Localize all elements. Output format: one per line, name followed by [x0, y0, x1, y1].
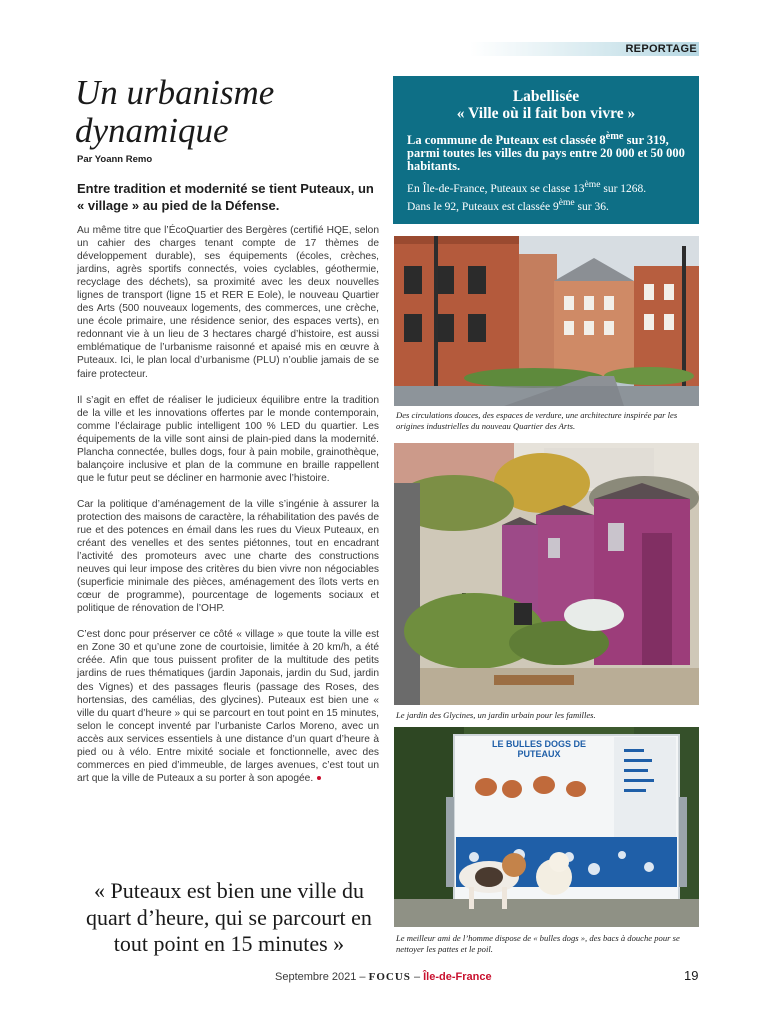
rubric-label: REPORTAGE: [625, 43, 697, 55]
caption-bulles-dogs: Le meilleur ami de l’homme dispose de « bulles dogs », des bacs à douche pour se nettoyer les pattes et le poil.: [396, 933, 680, 954]
ranking-info-box: [393, 76, 699, 224]
article-title: [75, 74, 375, 150]
lede: Entre tradition et modernité se tient Puteaux, un « village » au pied de la Défense.: [77, 181, 374, 213]
pull-quote: « Puteaux est bien une ville du quart d’heure, qui se parcourt en tout point en 15 minutes »: [86, 878, 372, 956]
info-idf-suffix: ème: [584, 179, 601, 191]
footer-dash-2: –: [413, 971, 421, 983]
caption-quartier-des-arts: Des circulations douces, des espaces de verdure, une architecture inspirée par les origines industrielles du nouveau Quartier des Arts.: [396, 410, 678, 431]
footer-magazine: FOCUS: [368, 971, 411, 983]
photo-bulles-dogs: [394, 727, 699, 927]
info-title-line-2: « Ville où il fait bon vivre »: [456, 105, 636, 122]
footer-region: Île-de-France: [423, 971, 492, 983]
info-dept-text: Dans le 92, Puteaux est classée 9: [407, 200, 559, 213]
info-dept-rest: sur 36.: [574, 200, 609, 213]
photo-jardin-des-glycines: [394, 443, 699, 705]
title-line-2: dynamique: [75, 111, 229, 150]
byline: Par Yoann Remo: [77, 154, 153, 165]
info-idf-text: En Île-de-France, Puteaux se classe 13: [407, 182, 585, 195]
body-paragraph-4: C’est donc pour préserver ce côté « village » que toute la ville est en Zone 30 et qu’une zone de courtoisie, limitée à 20 km/h, a été créée. Afin que tous puissent profiter de la multitude des petits jardins de rues thématiques (jardin Japonais, jardin du Sud, jardin des Vignes) et des passages fleuris (passage des Roses, des hortensias, des camélias, des glycines). Puteaux est bien une « ville du quart d’heure » qui se parcourt en tout point en 15 minutes, selon le concept inventé par l’urbaniste Carlos Moreno, avec un accès aux services essentiels à une distance d’un quart d’heure à pied ou à vélo. Entre mixité sociale et fonctionnelle, avec des commerces en pied d’immeuble, de larges avenues, c’est tout un art que la ville de Puteaux a su porter à son apogée.: [77, 629, 379, 784]
page-number: 19: [684, 968, 699, 983]
footer-dash-1: –: [359, 971, 366, 983]
photo-quartier-des-arts: [394, 236, 699, 406]
info-idf-rest: sur 1268.: [600, 182, 647, 195]
caption-jardin-des-glycines: Le jardin des Glycines, un jardin urbain pour les familles.: [396, 710, 596, 720]
body-paragraph-2: Il s’agit en effet de réaliser le judicieux équilibre entre la tradition de la ville et les innovations offertes par le monde contemporain, comme l’éclairage public intelligent 100 % LED du quartier. Les équipements de la ville sont ainsi de plain-pied dans la modernité. Plancha connectée, bulles dogs, four à pain mobile, grainothèque, balançoire inclusive et plan de la commune en braille rappellent que le futur peut se décliner en harmonie avec l’histoire.: [77, 394, 379, 484]
body-paragraph-3: Car la politique d’aménagement de la ville s’ingénie à assurer la protection des maisons de caractère, la réhabilitation des pavés de rue et des potences en émail dans les rues du Vieux Puteaux, en créant des venelles et des sentes piétonnes, tout en encadrant l’activité des promoteurs avec une charte des constructions neuves qui leur impose des critères du bien vivre non négociables (superficie minimale des pièces, aménagement des îlots verts en cœur de programme), pourcentage de logements sociaux et politique de rénovation de l’OHP.: [77, 498, 379, 615]
info-national-rest: sur 319, parmi toutes les villes du pays entre 20 000 et 50 000 habitants.: [407, 133, 685, 174]
info-national-text: La commune de Puteaux est classée 8: [407, 133, 606, 148]
article-body: [77, 224, 379, 798]
page-footer: [275, 971, 492, 983]
info-dept-suffix: ème: [558, 196, 575, 208]
title-line-1: Un urbanisme: [75, 73, 275, 112]
info-title-line-1: Labellisée: [512, 88, 580, 105]
end-of-article-mark: [317, 776, 321, 780]
info-national-suffix: ème: [605, 131, 624, 142]
info-box-title: [407, 88, 685, 122]
info-national-ranking: [407, 130, 685, 173]
footer-date: Septembre 2021: [275, 971, 357, 983]
bulles-dogs-sign: LE BULLES DOGS DE PUTEAUX: [491, 739, 586, 759]
body-paragraph-4-wrap: [77, 628, 379, 785]
info-regional-ranking: [407, 178, 685, 214]
body-paragraph-1: Au même titre que l’ÉcoQuartier des Bergères (certifié HQE, selon un cahier des charges tenant compte de 17 thèmes de développement durable), ses équipements (écoles, crèches, jardins, agrès sportifs connectés, voies cyclables, géothermie, recyclage des déchets), sa proximité avec les deux nouvelles lignes de transport (ligne 15 et RER E Eole), le nouveau Quartier des Arts (500 nouveaux logements, des commerces, une crèche, une école primaire, une résidence senior, des espaces verts), en redonnant vie à un lieu de 3 hectares chargé d’histoire, est aussi emblématique de l’urbanisme raisonné et apaisé mis en œuvre à Puteaux. Ici, le plan local d’urbanisme (PLU) n’oublie jamais de se faire protecteur.: [77, 225, 379, 380]
